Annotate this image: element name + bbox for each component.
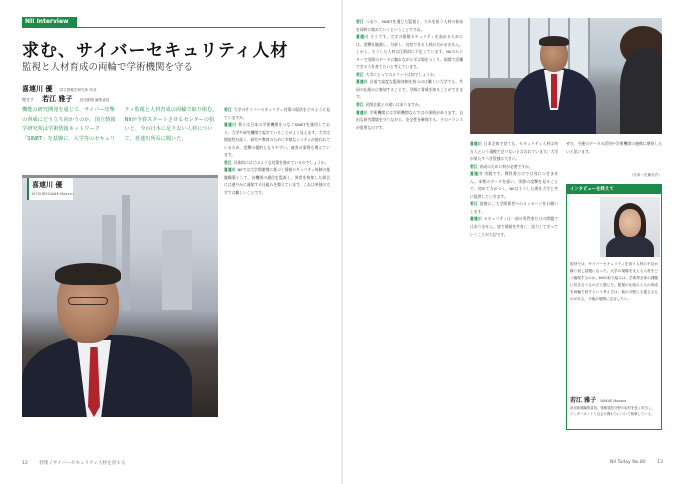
interviewer-name: 若江 雅子 xyxy=(42,95,73,103)
article-column-2: 若江 つまり、SINETを通じた監視と、それを担う人材の育成を同時に進めていくということですね。 喜連川 そうです。大学の情報セキュリティを高めるためには、攻撃を観測し、分析し、対処できる人材が欠かせません。しかし、そうした人材は圧倒的に不足しています。NIIのセンターで実際のデータに触れながら学ぶ場をつくり、現場で活躍できる人を育てたいと考えています。 若江 大学にとってのメリットは何でしょうか。 喜連川 自前で高度な監視体制を持つのは難しい大学でも、共同の仕組みに参加することで、早期に脅威を知ることができます。 若江 民間企業との違いはありますか。 喜連川 学術機関には学術機関ならではの事情があります。自由な研究環境を守りながら、安全性を確保する。そのバランスが重要なのです。 xyxy=(356,19,463,130)
sidebox-name-en: WAKAE Masako xyxy=(600,399,627,403)
left-running-head: 特集 / サイバーセキュリティ人材を育てる xyxy=(39,461,126,466)
sidebox-bio: 読売新聞編集委員。情報通信分野の取材を長く担当し、インターネットと社会の関わりについて執筆している。 xyxy=(570,406,655,416)
interviewer-role: 聞き手 xyxy=(22,97,34,102)
sidebox-name xyxy=(570,395,626,404)
page-gutter xyxy=(341,0,343,484)
right-page-number: 13 xyxy=(657,460,663,465)
interview-scene-photo xyxy=(470,18,662,134)
photo-namecard xyxy=(27,178,73,200)
subheadline: 監視と人材育成の両輪で学術機関を守る xyxy=(22,62,194,73)
article-column-1: 若江 大学のサイバーセキュリティ対策の現状をどのように見ていますか。 喜連川 我々は日本の学術機関をつなぐSINETを運用しており、大学や研究機関で起きていることがよく見えます。大学は開放性が高く、研究や教育のために多様なシステムが使われているため、攻撃の標的となりやすい。被害の事例も増えています。 若江 具体的にはどのような対策を進めているのでしょうか。 喜連川 NIIでは大学間連携に基づく情報セキュリティ体制の基盤構築として、各機関の通信を監視し、異常を検知した場合には速やかに通知する仕組みを整えています。これは単独の大学では難しいことです。 xyxy=(224,107,330,196)
right-folio xyxy=(610,460,663,465)
photo-credit: （写真＝佐藤祐介） xyxy=(629,173,662,177)
sidebox-heading: インタビューを終えて xyxy=(567,185,661,194)
sidebox-name-ja: 若江 雅子 xyxy=(570,397,597,404)
namecard-name-ja: 喜連川 優 xyxy=(32,180,63,189)
interviewee-title: 国立情報学研究所 所長 xyxy=(59,88,97,92)
interviewer-title: 読売新聞 編集委員 xyxy=(79,98,110,102)
left-page-number: 12 xyxy=(22,461,28,466)
left-folio xyxy=(22,460,126,466)
lede-paragraph: 機能の研究開発を通じて、サイバー攻撃の脅威にどう立ち向かうのか。国立情報学研究所は学術情報ネットワーク「SINET」を基盤に、大学等のセキュリティ監視と人材育成の両輪で取り組む。NIIが今春スタートさせるセンターの狙いと、今の日本に足りない人材について、喜連川所長に聞いた。 xyxy=(22,107,218,142)
section-tag: NII Interview xyxy=(22,17,77,27)
interviewee-photo xyxy=(22,175,218,417)
interviewer-photo xyxy=(600,197,660,257)
article-column-4: ぜひ、今後のデータの活用や学術機関の連携に期待したいと思います。 xyxy=(566,141,662,154)
section-rule xyxy=(22,27,325,28)
interviewer-credit xyxy=(22,86,110,105)
interviewer-sidebox xyxy=(566,184,662,430)
namecard-name-en: KITSUREGAWA Masaru xyxy=(32,192,74,196)
article-column-3: 喜連川 日本全体で見ても、セキュリティ人材は何万人という規模で足りないと言われています。大学が果たすべき役割は大きい。 若江 育成のために何が必要ですか。 喜連川 実践です。教科書だけでは身につきません。本物のデータを扱い、実際の攻撃を見ることで、初めて力がつく。NIIはそうした場を大学と共に提供していきます。 若江 最後に、大学関係者へのメッセージをお願いします。 喜連川 セキュリティは一部の専門家だけの問題ではありません。皆で情報を共有し、協力して守っていくことが大切です。 xyxy=(470,141,558,237)
interviewee-name: 喜連川 優 xyxy=(22,85,53,93)
headline: 求む、サイバーセキュリティ人材 xyxy=(22,41,289,61)
sidebox-text: 取材では、サイバーセキュリティを担う人材の不足が繰り返し話題になった。大学の現場を支える人材をどう確保するのか。NIIの取り組みは、学術界全体の課題に向き合うものだと感じた。監視の仕組みと人の育成を両輪で回すという考え方は、他の分野にも通じるものがある。今後の展開に注目したい。 xyxy=(570,262,658,301)
right-running-head: NII Today No.80 xyxy=(609,460,646,465)
